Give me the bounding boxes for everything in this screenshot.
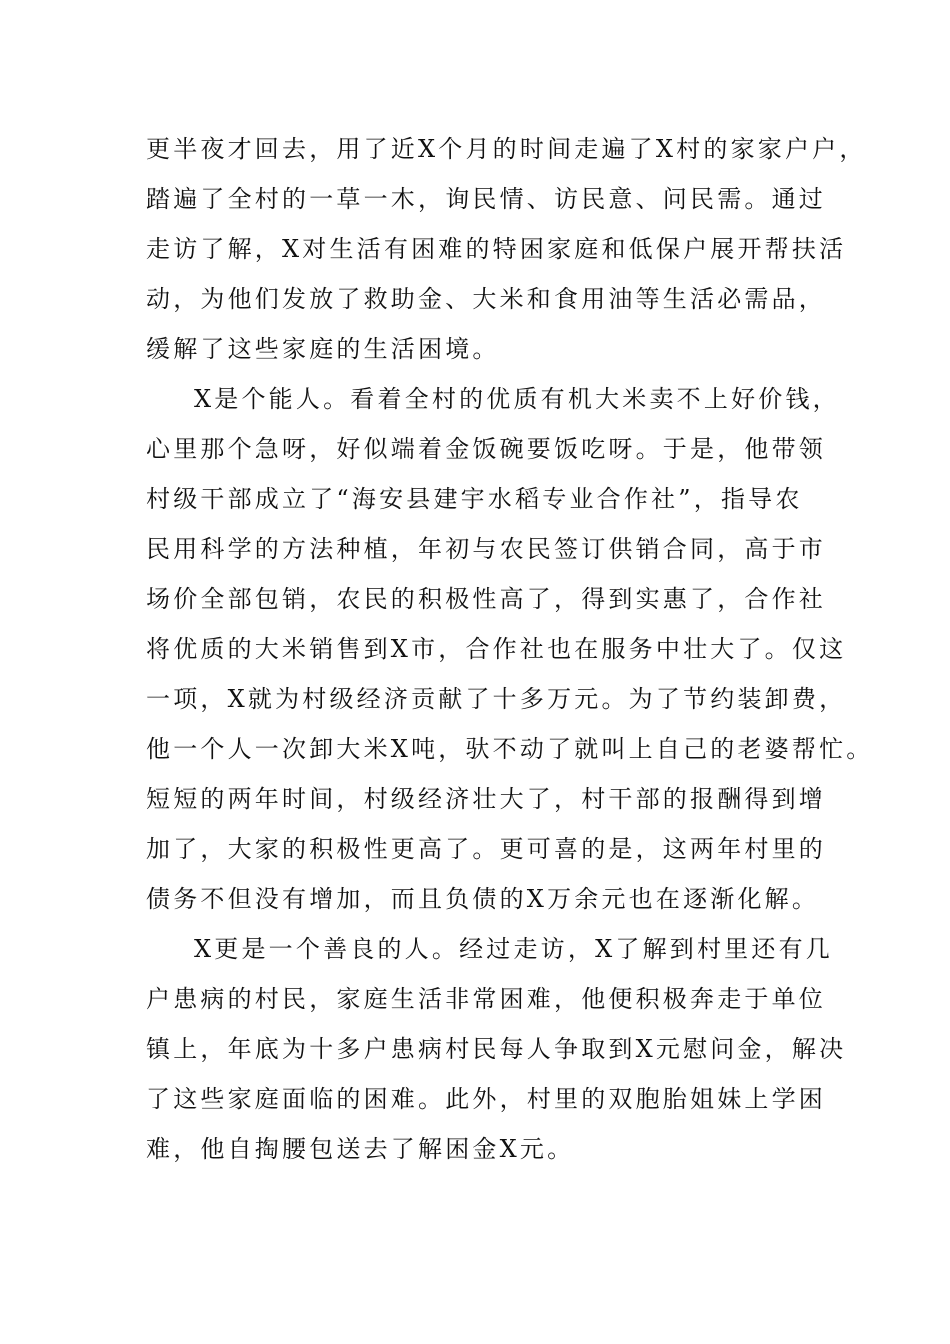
paragraph-2 <box>146 374 874 924</box>
document-page <box>146 124 874 1174</box>
text-line: 村级干部成立了“海安县建宇水稻专业合作社”，指导农 <box>146 485 803 513</box>
text-line: 将优质的大米销售到X市，合作社也在服务中壮大了。仅这 <box>146 635 847 663</box>
paragraph-1 <box>146 124 867 374</box>
text-line: 了这些家庭面临的困难。此外，村里的双胞胎姐妹上学困 <box>146 1085 826 1113</box>
text-line: 心里那个急呀，好似端着金饭碗要饭吃呀。于是，他带领 <box>146 435 826 463</box>
text-line: 他一个人一次卸大米X吨，驮不动了就叫上自己的老婆帮忙。 <box>146 735 874 763</box>
text-line: 加了，大家的积极性更高了。更可喜的是，这两年村里的 <box>146 835 826 863</box>
text-line: 难，他自掏腰包送去了解困金X元。 <box>146 1135 575 1163</box>
text-line: 债务不但没有增加，而且负债的X万余元也在逐渐化解。 <box>146 885 820 913</box>
text-line: 一项，X就为村级经济贡献了十多万元。为了节约装卸费， <box>146 685 847 713</box>
text-line: 动，为他们发放了救助金、大米和食用油等生活必需品， <box>146 285 826 313</box>
text-line: 短短的两年时间，村级经济壮大了，村干部的报酬得到增 <box>146 785 826 813</box>
text-line: 民用科学的方法种植，年初与农民签订供销合同，高于市 <box>146 535 826 563</box>
text-line: 镇上，年底为十多户患病村民每人争取到X元慰问金，解决 <box>146 1035 847 1063</box>
text-line: 踏遍了全村的一草一木，询民情、访民意、问民需。通过 <box>146 185 826 213</box>
text-line: 场价全部包销，农民的积极性高了，得到实惠了，合作社 <box>146 585 826 613</box>
text-line: 缓解了这些家庭的生活困境。 <box>146 335 500 363</box>
text-line: 更半夜才回去，用了近X个月的时间走遍了X村的家家户户， <box>146 135 867 163</box>
text-line: 户患病的村民，家庭生活非常困难，他便积极奔走于单位 <box>146 985 826 1013</box>
paragraph-3 <box>146 924 847 1174</box>
text-line: 走访了解，X对生活有困难的特困家庭和低保户展开帮扶活 <box>146 235 847 263</box>
text-line: X是个能人。看着全村的优质有机大米卖不上好价钱， <box>194 385 840 413</box>
text-line: X更是一个善良的人。经过走访，X了解到村里还有几 <box>194 935 833 963</box>
